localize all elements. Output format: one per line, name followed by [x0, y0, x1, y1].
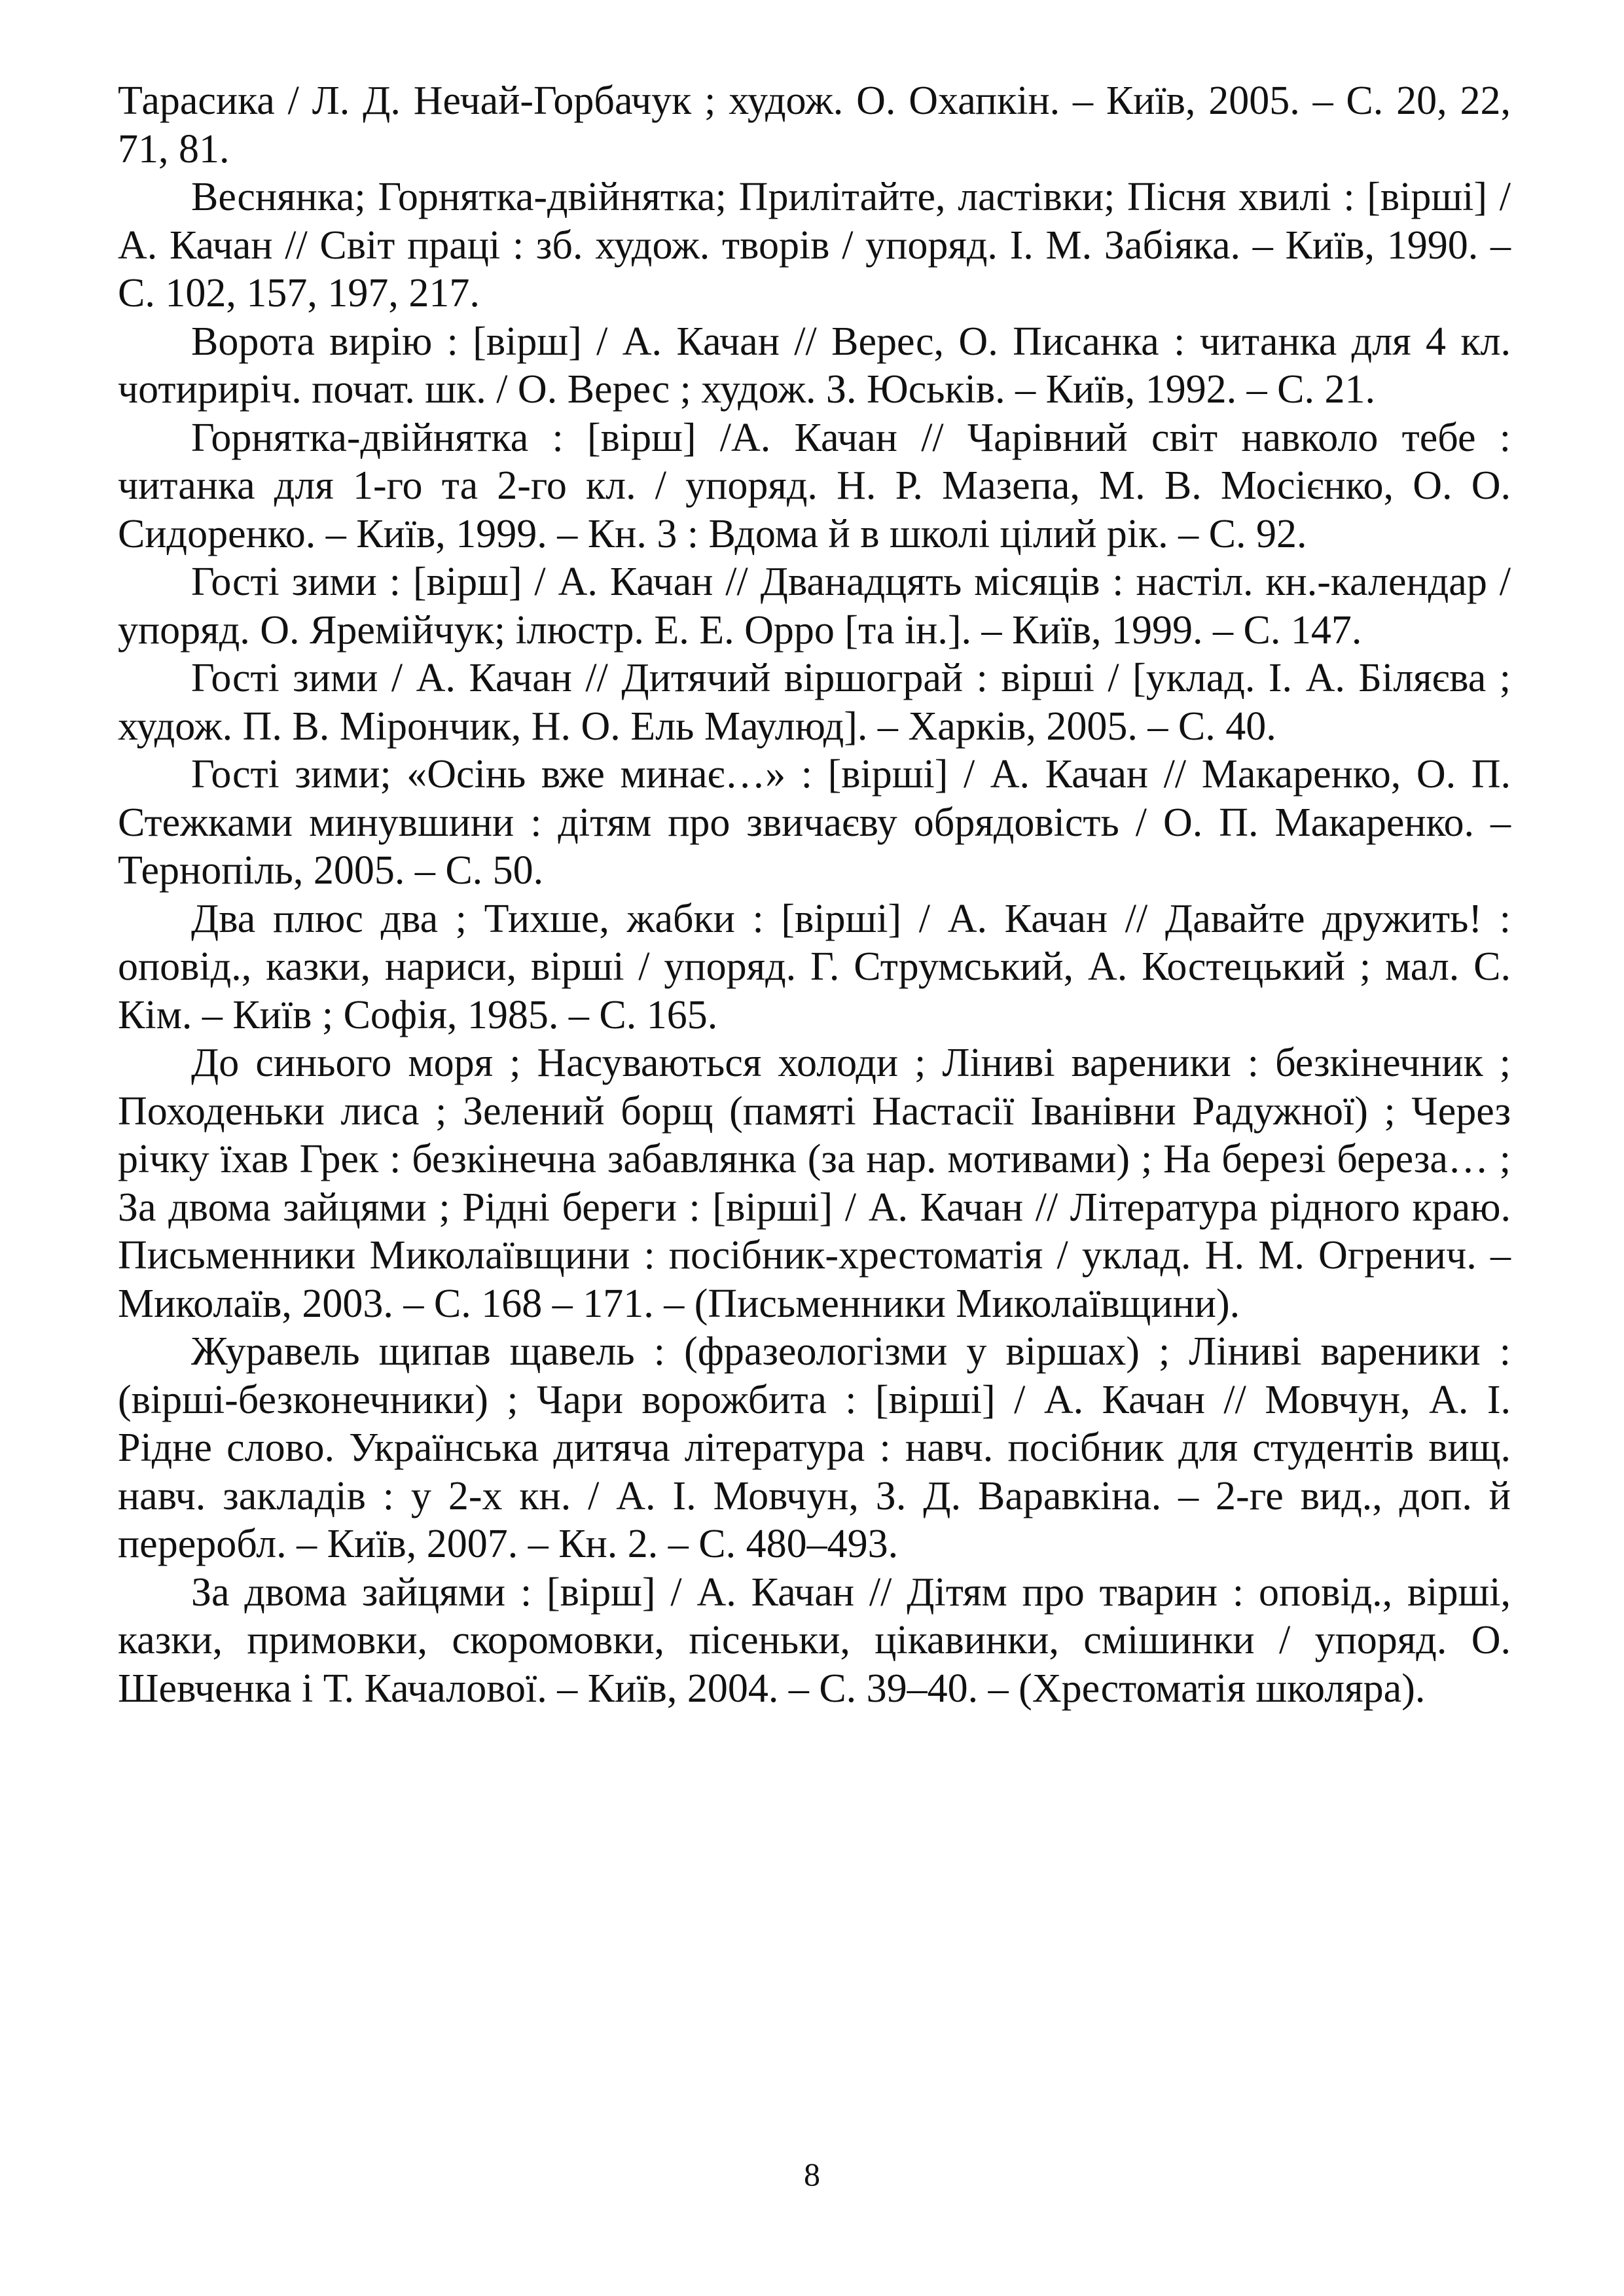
bibliography-entry: За двома зайцями : [вірш] / А. Качан // Дітям про тварин : оповід., вірші, казки, примовки, скоромовки, пісеньки, цікавинки, смішинки / упоряд. О. Шевченка і Т. Качалової. – Київ, 2004. – С. 39–40. – (Хрестоматія школяра).: [118, 1570, 1511, 1711]
bibliography-entry: Ворота вирію : [вірш] / А. Качан // Верес, О. Писанка : читанка для 4 кл. чотириріч. почат. шк. / О. Верес ; худож. З. Юськів. – Київ, 1992. – С. 21.: [118, 319, 1511, 412]
bibliography-list: [118, 77, 1511, 1713]
bibliography-entry: Гості зими : [вірш] / А. Качан // Дванадцять місяців : настіл. кн.-календар / упоряд. О. Яремійчук; ілюстр. Е. Е. Орро [та ін.]. – Київ, 1999. – С. 147.: [118, 560, 1511, 653]
bibliography-entry: Гості зими / А. Качан // Дитячий віршограй : вірші / [уклад. І. А. Біляєва ; худож. П. В. Мірончик, Н. О. Ель Маулюд]. – Харків, 2005. – С. 40.: [118, 656, 1511, 749]
bibliography-entry: Веснянка; Горнятка-двійнятка; Прилітайте, ластівки; Пісня хвилі : [вірші] / А. Качан // Світ праці : зб. худож. творів / упоряд. І. М. Забіяка. – Київ, 1990. – С. 102, 157, 197, 217.: [118, 175, 1511, 315]
page-number: 8: [804, 2156, 820, 2193]
bibliography-entry: Горнятка-двійнятка : [вірш] /А. Качан // Чарівний світ навколо тебе : читанка для 1-го та 2-го кл. / упоряд. Н. Р. Мазепа, М. В. Мосієнко, О. О. Сидоренко. – Київ, 1999. – Кн. 3 : Вдома й в школі цілий рік. – С. 92.: [118, 415, 1511, 556]
bibliography-entry: Два плюс два ; Тихше, жабки : [вірші] / А. Качан // Давайте дружить! : оповід., казки, нариси, вірші / упоряд. Г. Струмський, А. Костецький ; мал. С. Кім. – Київ ; Софія, 1985. – С. 165.: [118, 896, 1511, 1037]
bibliography-entry: Гості зими; «Осінь вже минає…» : [вірші] / А. Качан // Макаренко, О. П. Стежками минувшини : дітям про звичаєву обрядовість / О. П. Макаренко. – Тернопіль, 2005. – С. 50.: [118, 752, 1511, 893]
bibliography-entry-continued: Тарасика / Л. Д. Нечай-Горбачук ; худож. О. Охапкін. – Київ, 2005. – С. 20, 22, 71, 81.: [118, 79, 1511, 171]
bibliography-entry: Журавель щипав щавель : (фразеологізми у віршах) ; Ліниві вареники : (вірші-безконечники) ; Чари ворожбита : [вірші] / А. Качан // Мовчун, А. І. Рідне слово. Українська дитяча література : навч. посібник для студентів вищ. навч. закладів : у 2-х кн. / А. І. Мовчун, З. Д. Варавкіна. – 2-ге вид., доп. й переробл. – Київ, 2007. – Кн. 2. – С. 480–493.: [118, 1329, 1511, 1566]
bibliography-entry: До синього моря ; Насуваються холоди ; Ліниві вареники : безкінечник ; Походеньки лиса ; Зелений борщ (памяті Настасії Іванівни Радужної) ; Через річку їхав Грек : безкінечна забавлянка (за нар. мотивами) ; На березі береза… ; За двома зайцями ; Рідні береги : [вірші] / А. Качан // Література рідного краю. Письменники Миколаївщини : посібник-хрестоматія / уклад. Н. М. Огренич. – Миколаїв, 2003. – С. 168 – 171. – (Письменники Миколаївщини).: [118, 1041, 1511, 1326]
